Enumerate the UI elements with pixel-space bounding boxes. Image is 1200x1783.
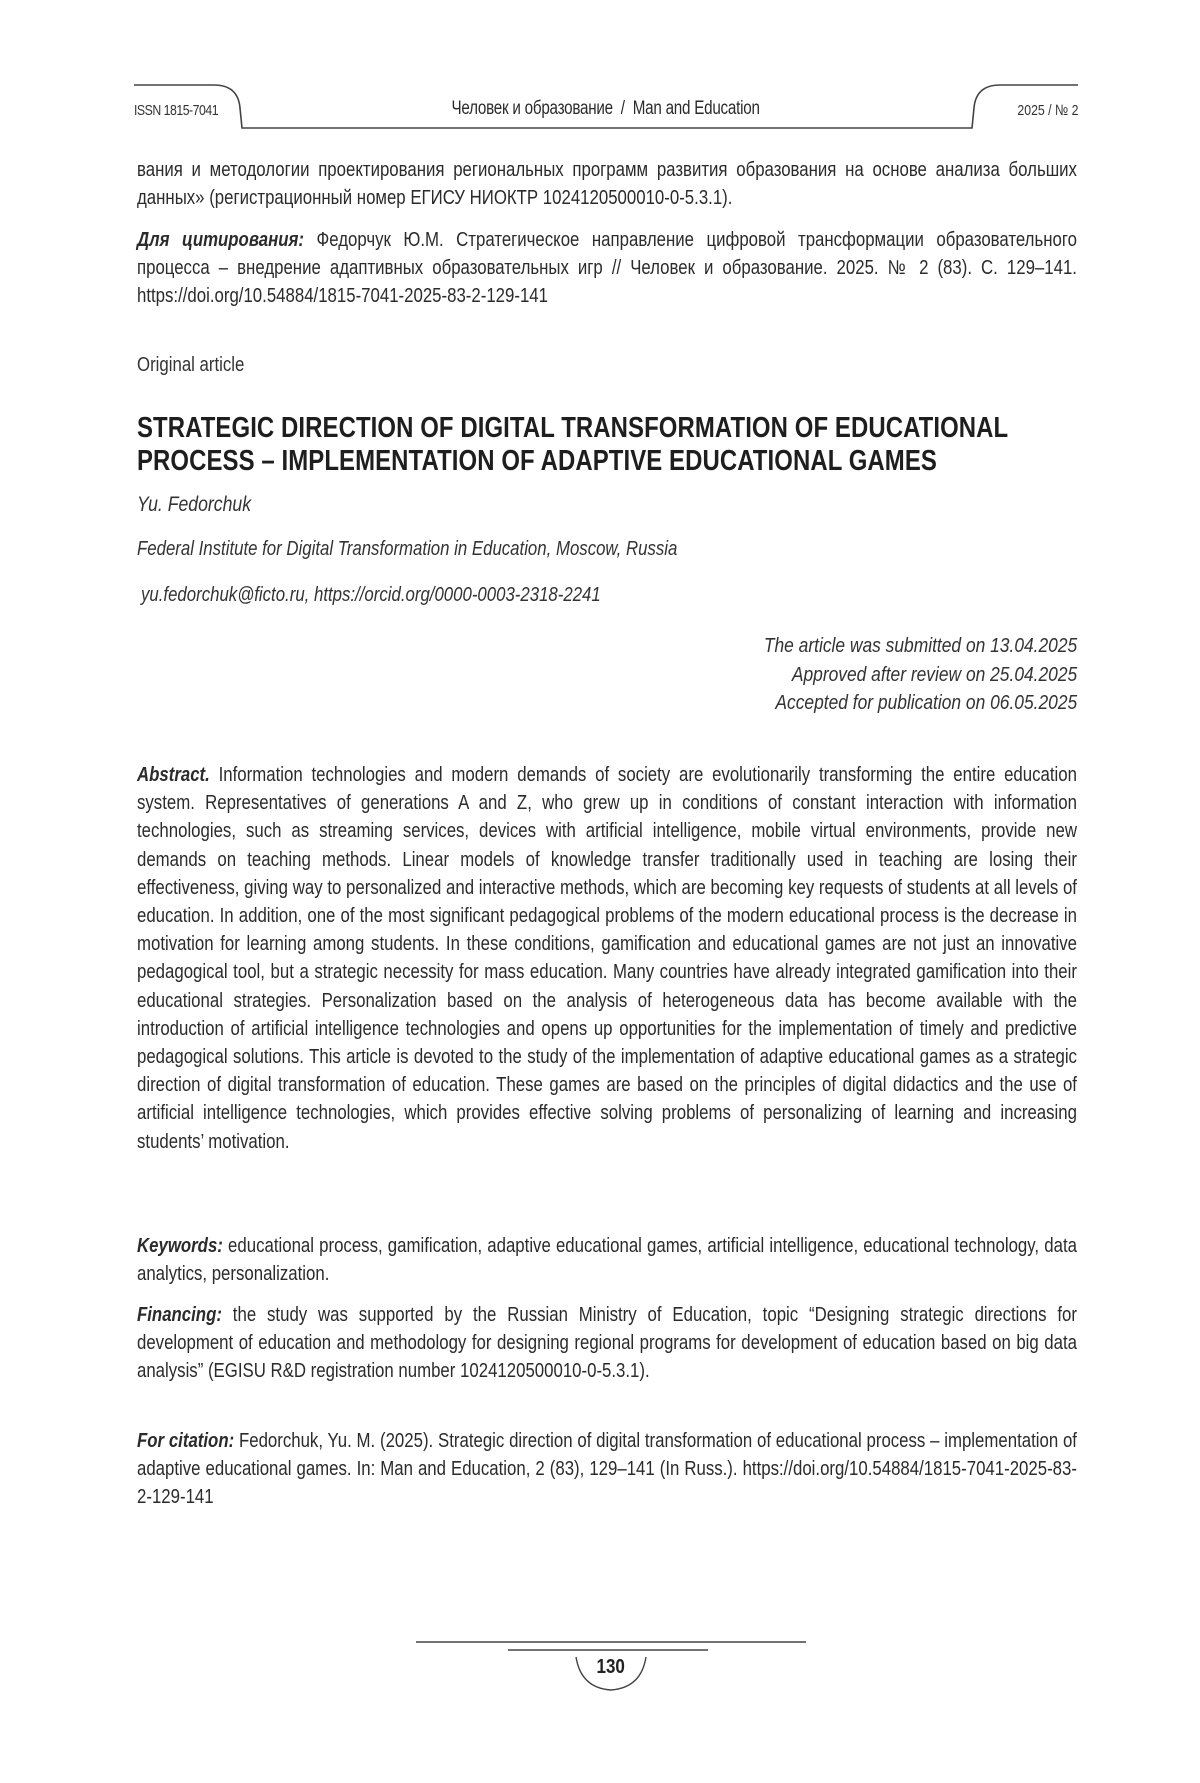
citation-en <box>137 1427 1077 1512</box>
keywords <box>137 1232 1077 1288</box>
page-number <box>416 1656 806 1679</box>
article-type <box>137 354 1077 377</box>
citation-en-label: For citation: <box>137 1430 235 1452</box>
financing <box>137 1301 1077 1386</box>
page-number-text: 130 <box>596 1656 626 1678</box>
citation-ru-text: Федорчук Ю.М. Стратегическое направление цифровой трансформации образовательного процесса – внедрение адаптивных образовательных игр // Человек и образование. 2025. № 2 (83). С. 129–141. https://doi.org/10.54884/1815-7041-2025-83-2-129-141 <box>137 229 1077 308</box>
author-name-text: Yu. Fedorchuk <box>137 493 252 516</box>
abstract-text: Information technologies and modern demands of society are evolutionarily transforming the entire education system. Representatives of generations A and Z, who grew up in conditions of constant interaction with information technologies, such as streaming services, devices with artificial intelligence, mobile virtual environments, provide new demands on teaching methods. Linear models of knowledge transfer traditionally used in teaching are losing their effectiveness, giving way to personalized and interactive methods, which are becoming key requests of students at all levels of education. In addition, one of the most significant pedagogical problems of the modern educational process is the decrease in motivation for learning among students. In these conditions, gamification and educational games are not just an innovative pedagogical tool, but a strategic necessity for mass education. Many countries have already integrated gamification into their educational strategies. Personalization based on the analysis of heterogeneous data has become available with the introduction of artificial intelligence technologies and opens up opportunities for the implementation of timely and predictive pedagogical solutions. This article is devoted to the study of the implementation of adaptive educational games as a strategic direction of digital transformation of education. These games are based on the principles of digital didactics and the use of artificial intelligence technologies, which provides effective solving problems of personalizing of learning and increasing students’ motivation. <box>137 764 1077 1153</box>
abstract <box>137 761 1077 1156</box>
financing-label: Financing: <box>137 1304 222 1326</box>
journal-title-text: Человек и образование / Man and Education <box>451 98 761 119</box>
abstract-paragraph <box>137 761 1077 1156</box>
article-type-text: Original article <box>137 354 245 376</box>
abstract-label: Abstract. <box>137 764 210 786</box>
author-contact-text: yu.fedorchuk@ficto.ru, https://orcid.org/0000-0003-2318-2241 <box>141 584 601 606</box>
keywords-text: educational process, gamification, adaptive educational games, artificial intelligence, educational technology, data analytics, personalization. <box>137 1235 1077 1286</box>
running-header <box>134 82 1078 130</box>
article-title-text: STRATEGIC DIRECTION OF DIGITAL TRANSFORMATION OF EDUCATIONAL PROCESS – IMPLEMENTATION OF ADAPTIVE EDUCATIONAL GAMES <box>137 412 1008 477</box>
funding-ru-continuation <box>137 156 1077 212</box>
financing-text: the study was supported by the Russian Ministry of Education, topic “Designing strategic directions for development of education and methodology for designing regional programs for development of education based on big data analysis” (EGISU R&D registration number 1024120500010-0-5.3.1). <box>137 1304 1077 1383</box>
article-title <box>137 412 1077 478</box>
citation-ru-paragraph <box>137 226 1077 311</box>
date-approved: Approved after review on 25.04.2025 <box>791 663 1077 686</box>
author-affiliation-text: Federal Institute for Digital Transformation in Education, Moscow, Russia <box>137 538 678 560</box>
citation-ru <box>137 226 1077 311</box>
citation-en-paragraph <box>137 1427 1077 1512</box>
author-contact <box>141 584 1081 607</box>
financing-paragraph <box>137 1301 1077 1386</box>
keywords-paragraph <box>137 1232 1077 1288</box>
citation-ru-label: Для цитирования: <box>137 229 304 251</box>
author-affiliation <box>137 538 1077 561</box>
issn-label: ISSN 1815-7041 <box>134 102 219 119</box>
page-footer <box>416 1630 806 1700</box>
citation-en-text: Fedorchuk, Yu. M. (2025). Strategic direction of digital transformation of educational process – implementation of adaptive educational games. In: Man and Education, 2 (83), 129–141 (In Russ.). https://doi.org/10.54884/1815-7041-2025-83-2-129-141 <box>137 1430 1077 1509</box>
issue-label: 2025 / № 2 <box>1016 102 1078 119</box>
date-accepted: Accepted for publication on 06.05.2025 <box>775 692 1077 714</box>
funding-ru-text: вания и методологии проектирования региональных программ развития образования на основе анализа больших данных» (регистрационный номер ЕГИСУ НИОКТР 1024120500010-0-5.3.1). <box>137 159 1077 210</box>
author-name <box>137 493 1077 517</box>
date-submitted: The article was submitted on 13.04.2025 <box>763 635 1077 657</box>
keywords-label: Keywords: <box>137 1235 223 1257</box>
article-dates <box>717 632 1077 718</box>
journal-title <box>134 98 1078 120</box>
